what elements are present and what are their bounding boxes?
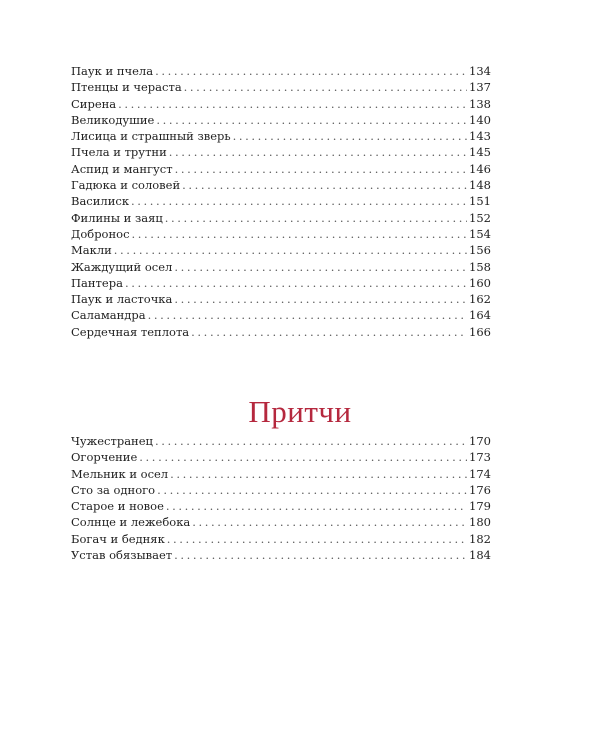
toc-leader-dots xyxy=(191,324,467,340)
toc-entry xyxy=(71,144,491,160)
toc-leader-dots xyxy=(155,433,467,449)
toc-entry-title: Сердечная теплота xyxy=(71,324,190,339)
toc-leader-dots xyxy=(174,291,467,307)
toc-entry-title: Чужестранец xyxy=(71,434,153,448)
toc-leader-dots xyxy=(233,128,467,144)
toc-entry xyxy=(71,128,491,144)
toc-entry-title: Пчела и трутни xyxy=(71,145,167,160)
toc-entry xyxy=(71,433,491,449)
toc-leader-dots xyxy=(131,193,467,209)
toc-entry-title: Макли xyxy=(71,243,112,258)
toc-leader-dots xyxy=(192,514,467,530)
toc-entry-title: Жаждущий осел xyxy=(71,259,173,274)
toc-entry-title: Мельник и осел xyxy=(71,466,169,481)
toc-entry-title: Паук и ласточка xyxy=(71,292,173,307)
toc-leader-dots xyxy=(118,96,467,112)
toc-entry xyxy=(71,307,491,323)
toc-leader-dots xyxy=(148,307,467,323)
toc-entry-page-number: 182 xyxy=(469,531,491,546)
toc-entry-title: Добронос xyxy=(71,226,130,241)
toc-leader-dots xyxy=(156,112,467,128)
toc-leader-dots xyxy=(114,242,467,258)
toc-leader-dots xyxy=(175,161,467,177)
toc-leader-dots xyxy=(157,482,467,498)
toc-entry-page-number: 184 xyxy=(469,548,491,563)
toc-entry xyxy=(71,514,491,530)
toc-entry-page-number: 176 xyxy=(469,482,491,497)
toc-leader-dots xyxy=(132,226,468,242)
toc-entry-page-number: 148 xyxy=(469,178,491,193)
toc-entry-page-number: 166 xyxy=(469,324,491,339)
toc-entry-page-number: 146 xyxy=(469,161,491,176)
toc-entry-page-number: 179 xyxy=(469,499,491,514)
toc-entry-title: Огорчение xyxy=(71,450,138,465)
toc-entry-page-number: 138 xyxy=(469,96,491,111)
toc-entry xyxy=(71,449,491,465)
toc-entry-page-number: 140 xyxy=(469,112,491,127)
toc-entry-title: Старое и новое xyxy=(71,499,164,514)
toc-entry-page-number: 151 xyxy=(469,194,491,209)
toc-entry-title: Сирена xyxy=(71,96,117,111)
toc-entry xyxy=(71,210,491,226)
toc-entry xyxy=(71,242,491,258)
toc-entry-title: Василиск xyxy=(71,194,130,209)
toc-leader-dots xyxy=(166,498,467,514)
toc-entry-page-number: 143 xyxy=(469,129,491,144)
toc-entry-title: Аспид и мангуст xyxy=(71,161,173,176)
toc-leader-dots xyxy=(184,79,467,95)
toc-entry-page-number: 137 xyxy=(469,80,491,95)
toc-leader-dots xyxy=(170,466,467,482)
toc-leader-dots xyxy=(182,177,467,193)
toc-entry xyxy=(71,193,491,209)
toc-entry-title: Сто за одного xyxy=(71,482,156,497)
toc-leader-dots xyxy=(169,144,467,160)
toc-entry-title: Лисица и страшный зверь xyxy=(71,129,231,144)
toc-entry xyxy=(71,324,491,340)
toc-entry-page-number: 158 xyxy=(469,259,491,274)
toc-entry xyxy=(71,63,491,79)
toc-entry-page-number: 170 xyxy=(469,434,491,448)
toc-entry xyxy=(71,79,491,95)
toc-entry-title: Гадюка и соловей xyxy=(71,178,181,193)
toc-entry-page-number: 154 xyxy=(469,226,491,241)
section-heading-parables: Притчи xyxy=(248,394,352,429)
toc-entry xyxy=(71,531,491,547)
toc-leader-dots xyxy=(155,63,467,79)
toc-leader-dots xyxy=(174,547,467,563)
toc-entry-page-number: 160 xyxy=(469,275,491,290)
toc-entry xyxy=(71,498,491,514)
toc-entry-title: Пантера xyxy=(71,275,123,290)
toc-entry-page-number: 145 xyxy=(469,145,491,160)
toc-entry-title: Великодушие xyxy=(71,112,155,127)
toc-entry xyxy=(71,259,491,275)
toc-entry-page-number: 162 xyxy=(469,292,491,307)
toc-leader-dots xyxy=(139,449,467,465)
toc-entry-title: Филины и заяц xyxy=(71,210,163,225)
toc-leader-dots xyxy=(174,259,467,275)
toc-entry-title: Саламандра xyxy=(71,308,146,323)
toc-entry-page-number: 180 xyxy=(469,515,491,530)
toc-entry-title: Богач и бедняк xyxy=(71,531,165,546)
toc-leader-dots xyxy=(167,531,467,547)
toc-entry-title: Солнце и лежебока xyxy=(71,515,191,530)
toc-entry-title: Паук и пчела xyxy=(71,64,154,78)
toc-entry xyxy=(71,466,491,482)
toc-entry xyxy=(71,226,491,242)
toc-list-fables xyxy=(71,63,491,340)
toc-entry-page-number: 174 xyxy=(469,466,491,481)
toc-leader-dots xyxy=(165,210,467,226)
toc-entry xyxy=(71,291,491,307)
toc-entry xyxy=(71,161,491,177)
toc-entry-page-number: 164 xyxy=(469,308,491,323)
toc-entry xyxy=(71,547,491,563)
toc-list-parables xyxy=(71,433,491,563)
toc-entry xyxy=(71,482,491,498)
toc-entry-title: Устав обязывает xyxy=(71,548,173,563)
toc-entry xyxy=(71,96,491,112)
toc-entry-page-number: 152 xyxy=(469,210,491,225)
toc-entry xyxy=(71,275,491,291)
toc-entry xyxy=(71,112,491,128)
toc-leader-dots xyxy=(125,275,467,291)
toc-entry-page-number: 156 xyxy=(469,243,491,258)
toc-entry-page-number: 173 xyxy=(469,450,491,465)
toc-entry xyxy=(71,177,491,193)
toc-entry-page-number: 134 xyxy=(469,64,491,78)
toc-entry-title: Птенцы и чераста xyxy=(71,80,182,95)
